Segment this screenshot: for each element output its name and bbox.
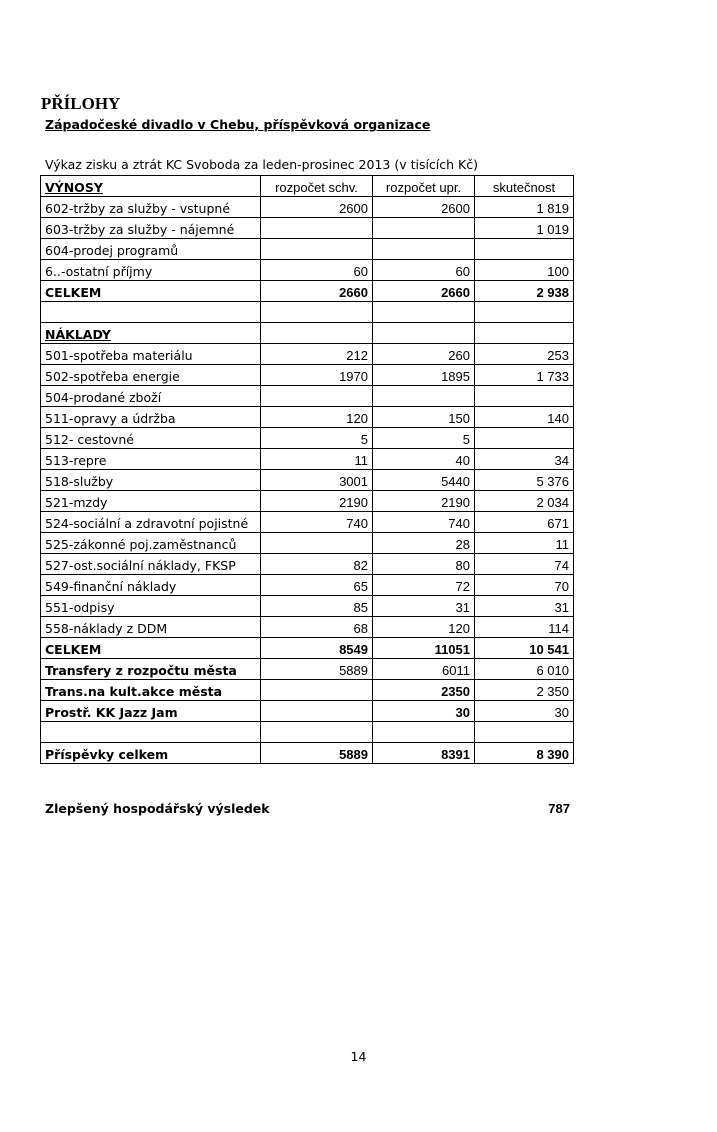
cell-budget-adjusted: 2350 xyxy=(373,680,475,701)
cell-budget-adjusted: 1895 xyxy=(373,365,475,386)
row-label: 524-sociální a zdravotní pojistné xyxy=(41,512,261,533)
cell-budget-adjusted: 6011 xyxy=(373,659,475,680)
cell-actual xyxy=(475,428,574,449)
row-label: 604-prodej programů xyxy=(41,239,261,260)
revenues-total-row xyxy=(41,281,574,302)
cell-budget-approved xyxy=(261,533,373,554)
transfers-row xyxy=(41,659,574,680)
column-header-budget-adjusted: rozpočet upr. xyxy=(373,176,475,197)
cell-budget-approved: 82 xyxy=(261,554,373,575)
costs-section-header: NÁKLADY xyxy=(45,327,111,342)
cell-budget-approved xyxy=(261,386,373,407)
cell-actual: 2 034 xyxy=(475,491,574,512)
cell-actual: 11 xyxy=(475,533,574,554)
result-label: Zlepšený hospodářský výsledek xyxy=(45,801,270,816)
cell-budget-adjusted: 28 xyxy=(373,533,475,554)
spacer-row xyxy=(41,722,574,743)
row-label: Transfery z rozpočtu města xyxy=(41,659,261,680)
cell-budget-adjusted: 740 xyxy=(373,512,475,533)
organization-title: Západočeské divadlo v Chebu, příspěvková organizace xyxy=(45,117,431,132)
cell-budget-approved: 120 xyxy=(261,407,373,428)
row-label: Příspěvky celkem xyxy=(41,743,261,764)
cell-budget-adjusted: 2600 xyxy=(373,197,475,218)
cell-budget-approved: 68 xyxy=(261,617,373,638)
table-row xyxy=(41,218,574,239)
cell-budget-approved: 5889 xyxy=(261,743,373,764)
row-label: 521-mzdy xyxy=(41,491,261,512)
row-label: 602-tržby za služby - vstupné xyxy=(41,197,261,218)
row-label: CELKEM xyxy=(41,638,261,659)
cell-budget-adjusted: 40 xyxy=(373,449,475,470)
cell-actual: 74 xyxy=(475,554,574,575)
row-label: 511-opravy a údržba xyxy=(41,407,261,428)
row-label: 501-spotřeba materiálu xyxy=(41,344,261,365)
cell-budget-adjusted: 2190 xyxy=(373,491,475,512)
table-row xyxy=(41,575,574,596)
cell-budget-adjusted: 30 xyxy=(373,701,475,722)
cell-budget-approved xyxy=(261,680,373,701)
row-label: 504-prodané zboží xyxy=(41,386,261,407)
table-row xyxy=(41,344,574,365)
cell-budget-approved: 212 xyxy=(261,344,373,365)
cell-actual: 1 733 xyxy=(475,365,574,386)
row-label: 527-ost.sociální náklady, FKSP xyxy=(41,554,261,575)
cell-budget-approved: 2660 xyxy=(261,281,373,302)
page-title: PŘÍLOHY xyxy=(41,94,121,113)
row-label: 6..-ostatní příjmy xyxy=(41,260,261,281)
column-header-budget-approved: rozpočet schv. xyxy=(261,176,373,197)
cell-budget-adjusted: 8391 xyxy=(373,743,475,764)
cell-actual: 34 xyxy=(475,449,574,470)
row-label: 518-služby xyxy=(41,470,261,491)
cell-budget-approved xyxy=(261,218,373,239)
cell-actual: 30 xyxy=(475,701,574,722)
table-row xyxy=(41,512,574,533)
table-row xyxy=(41,533,574,554)
costs-section-header-row xyxy=(41,323,574,344)
cell-budget-approved: 11 xyxy=(261,449,373,470)
cell-budget-adjusted: 72 xyxy=(373,575,475,596)
cell-actual: 2 938 xyxy=(475,281,574,302)
cell-budget-adjusted: 2660 xyxy=(373,281,475,302)
row-label: Trans.na kult.akce města xyxy=(41,680,261,701)
costs-total-row xyxy=(41,638,574,659)
row-label: Prostř. KK Jazz Jam xyxy=(41,701,261,722)
page-number: 14 xyxy=(350,1049,367,1064)
row-label: 551-odpisy xyxy=(41,596,261,617)
cell-budget-adjusted: 5440 xyxy=(373,470,475,491)
table-row xyxy=(41,386,574,407)
cell-actual: 70 xyxy=(475,575,574,596)
cell-budget-adjusted: 120 xyxy=(373,617,475,638)
row-label: CELKEM xyxy=(41,281,261,302)
cell-budget-approved: 2190 xyxy=(261,491,373,512)
table-row xyxy=(41,449,574,470)
cell-budget-approved: 3001 xyxy=(261,470,373,491)
transfers-culture-row xyxy=(41,680,574,701)
cell-budget-adjusted xyxy=(373,218,475,239)
cell-actual xyxy=(475,386,574,407)
cell-budget-approved: 1970 xyxy=(261,365,373,386)
report-caption: Výkaz zisku a ztrát KC Svoboda za leden-prosinec 2013 (v tisících Kč) xyxy=(45,157,478,172)
cell-budget-adjusted: 150 xyxy=(373,407,475,428)
cell-actual: 1 019 xyxy=(475,218,574,239)
cell-budget-adjusted: 31 xyxy=(373,596,475,617)
table-row xyxy=(41,239,574,260)
row-label: 512- cestovné xyxy=(41,428,261,449)
cell-actual xyxy=(475,239,574,260)
row-label: 603-tržby za služby - nájemné xyxy=(41,218,261,239)
revenues-section-header: VÝNOSY xyxy=(45,180,103,195)
result-value: 787 xyxy=(548,801,570,816)
cell-budget-approved: 5889 xyxy=(261,659,373,680)
cell-budget-adjusted: 80 xyxy=(373,554,475,575)
cell-budget-adjusted xyxy=(373,386,475,407)
cell-budget-approved xyxy=(261,701,373,722)
cell-actual: 1 819 xyxy=(475,197,574,218)
row-label: 549-finanční náklady xyxy=(41,575,261,596)
cell-actual: 100 xyxy=(475,260,574,281)
cell-actual: 2 350 xyxy=(475,680,574,701)
table-header-row xyxy=(41,176,574,197)
cell-actual: 671 xyxy=(475,512,574,533)
table-row xyxy=(41,197,574,218)
table-row xyxy=(41,554,574,575)
cell-actual: 5 376 xyxy=(475,470,574,491)
cell-actual: 140 xyxy=(475,407,574,428)
table-row xyxy=(41,260,574,281)
table-row xyxy=(41,596,574,617)
cell-budget-approved: 65 xyxy=(261,575,373,596)
cell-budget-adjusted xyxy=(373,239,475,260)
cell-budget-approved: 2600 xyxy=(261,197,373,218)
cell-budget-approved: 740 xyxy=(261,512,373,533)
cell-budget-adjusted: 11051 xyxy=(373,638,475,659)
contributions-total-row xyxy=(41,743,574,764)
cell-budget-adjusted: 60 xyxy=(373,260,475,281)
column-header-actual: skutečnost xyxy=(475,176,574,197)
cell-budget-approved: 60 xyxy=(261,260,373,281)
table-row xyxy=(41,407,574,428)
cell-budget-approved: 8549 xyxy=(261,638,373,659)
row-label: 558-náklady z DDM xyxy=(41,617,261,638)
table-row xyxy=(41,491,574,512)
cell-actual: 31 xyxy=(475,596,574,617)
table-row xyxy=(41,428,574,449)
row-label: 502-spotřeba energie xyxy=(41,365,261,386)
row-label: 525-zákonné poj.zaměstnanců xyxy=(41,533,261,554)
table-row xyxy=(41,617,574,638)
cell-actual: 10 541 xyxy=(475,638,574,659)
cell-actual: 8 390 xyxy=(475,743,574,764)
cell-budget-approved xyxy=(261,239,373,260)
table-row xyxy=(41,365,574,386)
cell-budget-adjusted: 5 xyxy=(373,428,475,449)
table-row xyxy=(41,470,574,491)
cell-budget-approved: 85 xyxy=(261,596,373,617)
cell-actual: 6 010 xyxy=(475,659,574,680)
cell-actual: 253 xyxy=(475,344,574,365)
jazz-jam-row xyxy=(41,701,574,722)
cell-budget-approved: 5 xyxy=(261,428,373,449)
profit-loss-table xyxy=(40,175,574,764)
cell-budget-adjusted: 260 xyxy=(373,344,475,365)
spacer-row xyxy=(41,302,574,323)
cell-actual: 114 xyxy=(475,617,574,638)
row-label: 513-repre xyxy=(41,449,261,470)
